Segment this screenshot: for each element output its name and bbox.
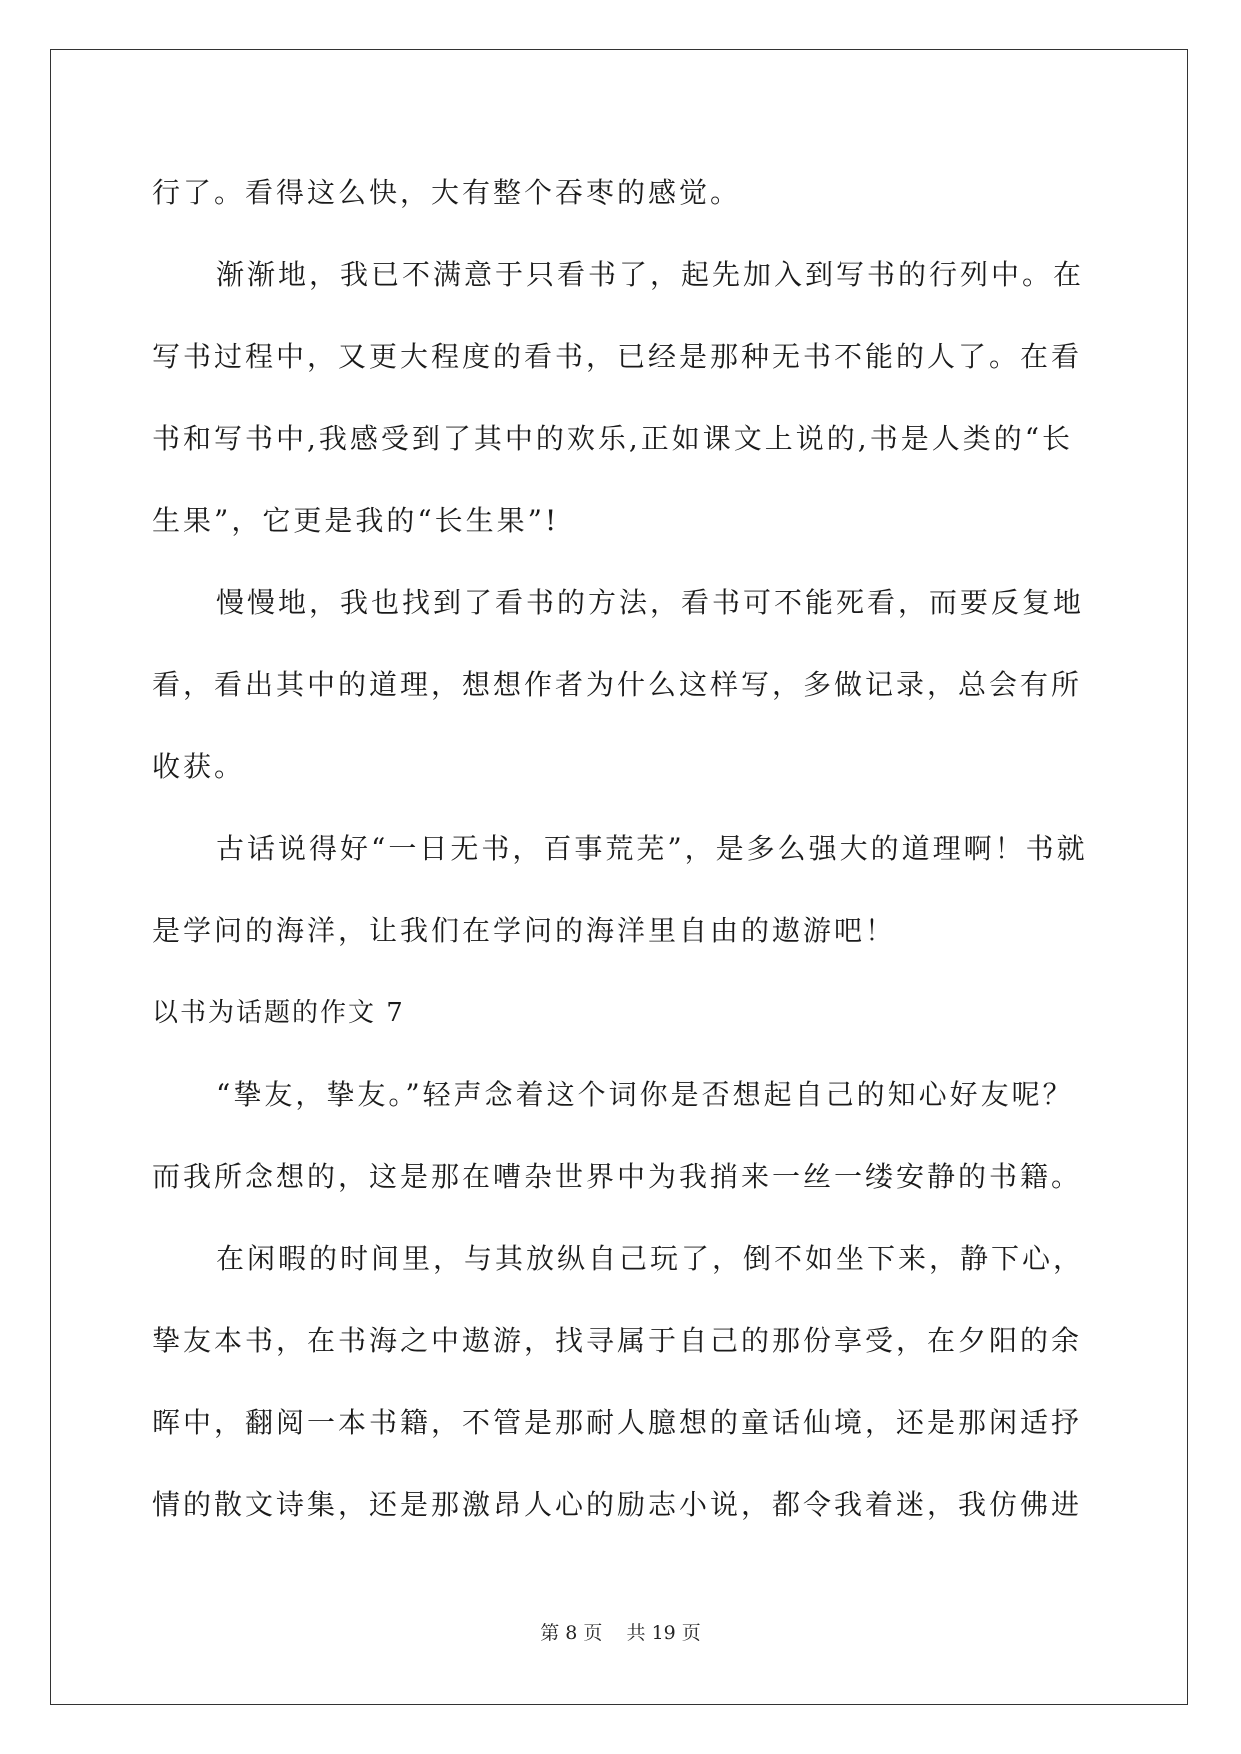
text-line: 是学问的海洋，让我们在学问的海洋里自由的遨游吧！ (152, 914, 897, 947)
text-line: 挚友本书，在书海之中遨游，找寻属于自己的那份享受，在夕阳的余 (152, 1324, 1083, 1357)
text-line: 收获。 (152, 750, 246, 783)
text-line: 行了。看得这么快，大有整个吞枣的感觉。 (152, 176, 742, 209)
document-body (152, 152, 1086, 1546)
text-line: 在闲暇的时间里，与其放纵自己玩了，倒不如坐下来，静下心， (216, 1242, 1085, 1275)
text-line: 情的散文诗集，还是那激昂人心的励志小说，都令我着迷，我仿佛进 (152, 1488, 1083, 1521)
text-line: 生果”，它更是我的“长生果”! (152, 504, 560, 537)
text-line: 写书过程中，又更大程度的看书，已经是那种无书不能的人了。在看 (152, 340, 1083, 373)
text-line: 书和写书中,我感受到了其中的欢乐,正如课文上说的,书是人类的“长 (152, 422, 1074, 455)
text-line: 晖中，翻阅一本书籍，不管是那耐人臆想的童话仙境，还是那闲适抒 (152, 1406, 1083, 1439)
text-line: 渐渐地，我已不满意于只看书了，起先加入到写书的行列中。在 (216, 258, 1085, 291)
section-heading: 以书为话题的作文 7 (152, 998, 405, 1028)
text-line: 而我所念想的，这是那在嘈杂世界中为我捎来一丝一缕安静的书籍。 (152, 1160, 1083, 1193)
text-line: 古话说得好“一日无书，百事荒芜”，是多么强大的道理啊！书就 (216, 832, 1088, 865)
page-number: 第 8 页 共 19 页 (540, 1622, 701, 1644)
text-line: 看，看出其中的道理，想想作者为什么这样写，多做记录，总会有所 (152, 668, 1083, 701)
text-line: “挚友，挚友。”轻声念着这个词你是否想起自己的知心好友呢？ (216, 1078, 1074, 1111)
text-line: 慢慢地，我也找到了看书的方法，看书可不能死看，而要反复地 (216, 586, 1085, 619)
